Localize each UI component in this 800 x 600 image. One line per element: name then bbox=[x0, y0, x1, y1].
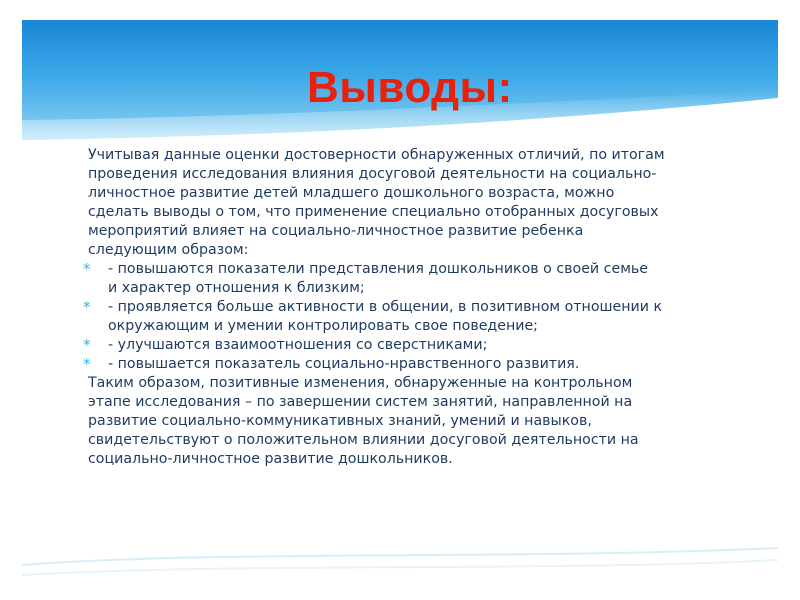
bullet-line: и характер отношения к близким; bbox=[108, 280, 365, 296]
conclusion-line: развитие социально-коммуникативных знаний, умений и навыков, bbox=[88, 413, 592, 429]
bullet-line: - проявляется больше активности в общении, в позитивном отношении к bbox=[108, 299, 663, 315]
bullet-line: - повышаются показатели представления дошкольников о своей семье bbox=[108, 261, 648, 277]
bullet-list bbox=[83, 260, 728, 374]
bullet-item bbox=[83, 260, 728, 298]
asterisk-bullet-icon: * bbox=[83, 298, 91, 316]
asterisk-bullet-icon: * bbox=[83, 260, 91, 278]
asterisk-bullet-icon: * bbox=[83, 336, 91, 354]
slide-title: Выводы: bbox=[307, 63, 513, 112]
bullet-item bbox=[83, 355, 728, 374]
intro-line: Учитывая данные оценки достоверности обнаруженных отличий, по итогам bbox=[88, 147, 665, 163]
conclusion-paragraph bbox=[88, 374, 728, 469]
intro-line: проведения исследования влияния досуговой деятельности на социально- bbox=[88, 166, 657, 182]
asterisk-bullet-icon: * bbox=[83, 355, 91, 373]
bullet-line: окружающим и умении контролировать свое поведение; bbox=[108, 318, 538, 334]
conclusion-line: социально-личностное развитие дошкольников. bbox=[88, 451, 453, 467]
conclusion-line: Таким образом, позитивные изменения, обнаруженные на контрольном bbox=[88, 375, 633, 391]
intro-line: личностное развитие детей младшего дошкольного возраста, можно bbox=[88, 185, 615, 201]
intro-line: сделать выводы о том, что применение специально отобранных досуговых bbox=[88, 204, 659, 220]
conclusion-line: свидетельствуют о положительном влиянии досуговой деятельности на bbox=[88, 432, 639, 448]
bullet-item bbox=[83, 336, 728, 355]
bullet-item bbox=[83, 298, 728, 336]
bullet-line: - улучшаются взаимоотношения со сверстниками; bbox=[108, 337, 488, 353]
intro-line: мероприятий влияет на социально-личностное развитие ребенка bbox=[88, 223, 584, 239]
intro-line: следующим образом: bbox=[88, 242, 249, 258]
intro-paragraph bbox=[88, 146, 728, 260]
bullet-line: - повышается показатель социально-нравственного развития. bbox=[108, 356, 580, 372]
conclusion-line: этапе исследования – по завершении систем занятий, направленной на bbox=[88, 394, 633, 410]
slide-body bbox=[83, 146, 728, 469]
